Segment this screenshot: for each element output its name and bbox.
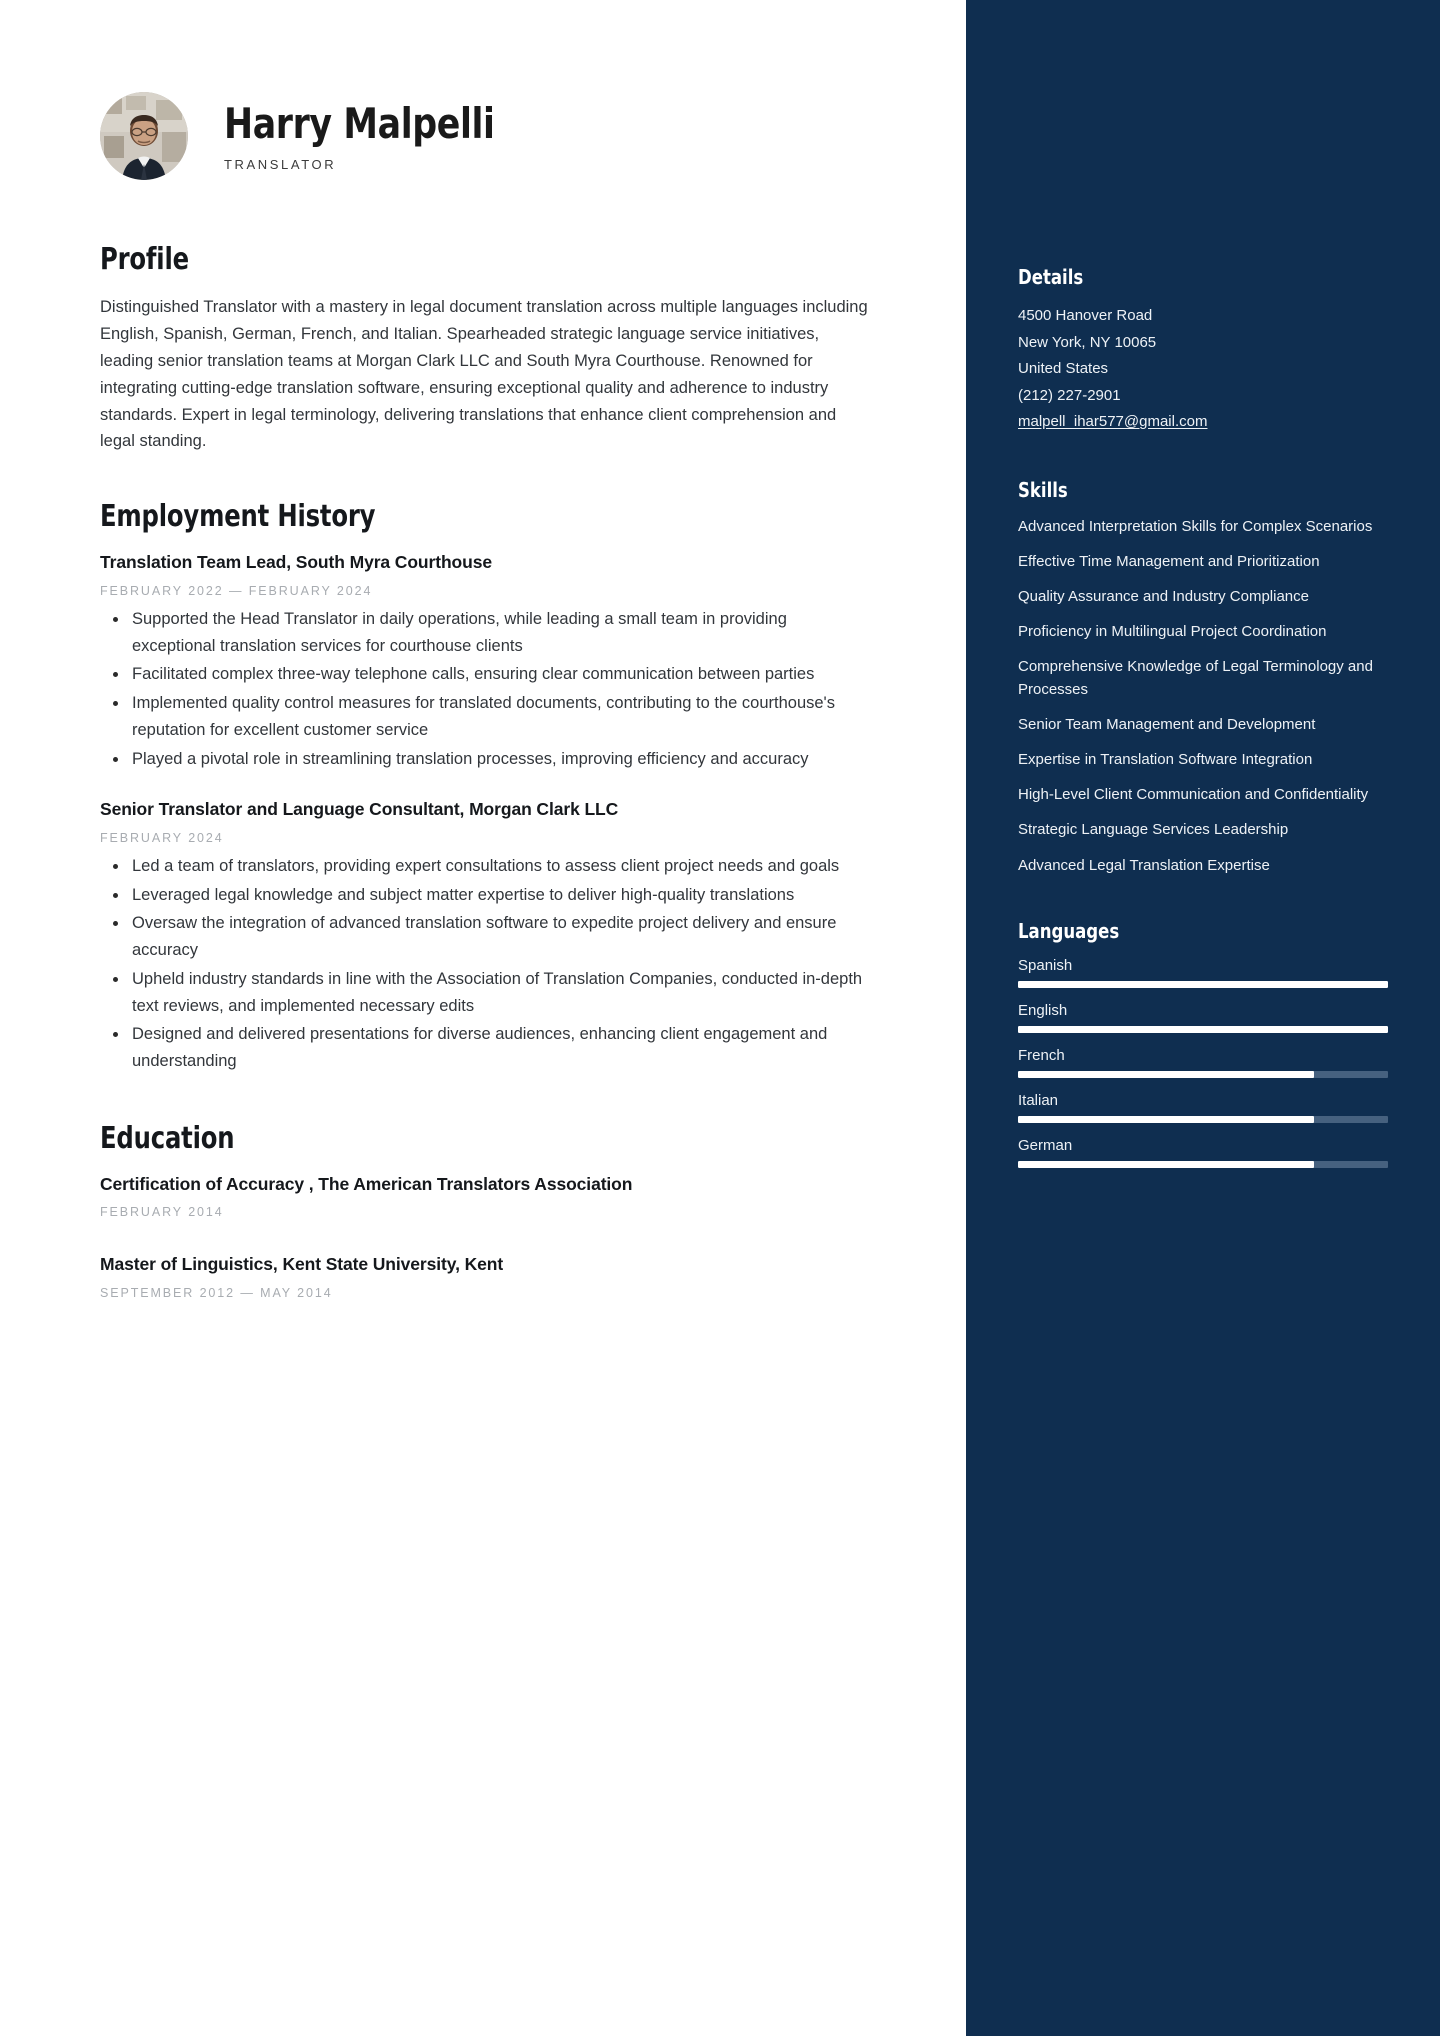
language-name: Spanish (1018, 956, 1073, 974)
employment-entry (100, 551, 874, 772)
education-entry-title: Certification of Accuracy , The American Translators Association (100, 1173, 633, 1194)
language-level-fill (1018, 1071, 1314, 1078)
name-block (224, 100, 518, 171)
list-item: Quality Assurance and Industry Compliance (1018, 588, 1309, 606)
employment-heading: Employment History (100, 499, 376, 535)
list-item (1018, 1047, 1388, 1078)
language-level-bar (1018, 981, 1388, 988)
list-item: Expertise in Translation Software Integration (1018, 751, 1313, 769)
profile-section (100, 242, 874, 455)
person-photo-avatar-icon (100, 92, 188, 180)
language-name: Italian (1018, 1091, 1059, 1109)
details-heading: Details (1018, 265, 1084, 289)
language-level-fill (1018, 1161, 1314, 1168)
details-section (1018, 265, 1388, 436)
list-item: Upheld industry standards in line with the Association of Translation Companies, conducted in-depth text reviews, and implemented necessary edits (100, 966, 874, 1019)
language-name: French (1018, 1046, 1065, 1064)
list-item: Proficiency in Multilingual Project Coordination (1018, 623, 1327, 641)
list-item: High-Level Client Communication and Confidentiality (1018, 786, 1369, 804)
education-section (100, 1121, 874, 1300)
profile-text: Distinguished Translator with a mastery in legal document translation across multiple languages including English, Spanish, German, French, and Italian. Spearheaded strategic language service initiatives, leading senior translation teams at Morgan Clark LLC and South Myra Courthouse. Renowned for integrating cutting-edge translation software, ensuring exceptional quality and adherence to industry standards. Expert in legal terminology, delivering translations that enhance client comprehension and legal standing. (100, 298, 868, 451)
detail-address-city: New York, NY 10065 (1018, 333, 1157, 351)
education-heading: Education (100, 1120, 235, 1156)
list-item: Facilitated complex three-way telephone calls, ensuring clear communication between parties (100, 661, 874, 688)
list-item: Designed and delivered presentations for diverse audiences, enhancing client engagement and understanding (100, 1021, 874, 1074)
language-level-fill (1018, 1026, 1388, 1033)
profile-heading: Profile (100, 242, 189, 277)
list-item: Oversaw the integration of advanced translation software to expedite project delivery and ensure accuracy (100, 910, 874, 963)
page-title: Harry Malpelli (224, 99, 495, 149)
skills-heading: Skills (1018, 477, 1068, 502)
list-item (1018, 1002, 1388, 1033)
languages-section (1018, 919, 1388, 1168)
avatar (100, 92, 188, 180)
language-level-fill (1018, 981, 1388, 988)
list-item: Implemented quality control measures for translated documents, contributing to the courthouse's reputation for excellent customer service (100, 690, 874, 743)
resume-header (100, 92, 874, 180)
detail-email-link[interactable]: malpell_ihar577@gmail.com (1018, 413, 1208, 431)
list-item: Effective Time Management and Prioritization (1018, 552, 1320, 570)
sidebar (966, 0, 1440, 2036)
skills-section (1018, 478, 1388, 877)
language-name: English (1018, 1001, 1068, 1019)
language-level-bar (1018, 1071, 1388, 1078)
list-item: Senior Team Management and Development (1018, 715, 1316, 733)
language-name: German (1018, 1136, 1073, 1154)
language-level-bar (1018, 1116, 1388, 1123)
detail-phone: (212) 227-2901 (1018, 386, 1121, 404)
employment-entry-title: Translation Team Lead, South Myra Courthouse (100, 552, 492, 573)
employment-entry (100, 798, 874, 1074)
education-entry-date: SEPTEMBER 2012 — MAY 2014 (100, 1285, 333, 1300)
language-level-bar (1018, 1161, 1388, 1168)
employment-entry-bullets (100, 853, 874, 1075)
detail-address-street: 4500 Hanover Road (1018, 307, 1153, 324)
employment-history-section (100, 499, 874, 1074)
list-item: Supported the Head Translator in daily operations, while leading a small team in providing exceptional translation services for courthouse clients (100, 606, 874, 659)
list-item: Led a team of translators, providing expert consultations to assess client project needs and goals (100, 853, 874, 880)
education-entry-date: FEBRUARY 2014 (100, 1205, 224, 1220)
language-level-bar (1018, 1026, 1388, 1033)
list-item (1018, 957, 1388, 988)
languages-heading: Languages (1018, 918, 1120, 943)
list-item: Leveraged legal knowledge and subject matter expertise to deliver high-quality translations (100, 882, 874, 909)
employment-entry-date: FEBRUARY 2024 (100, 830, 224, 845)
list-item: Played a pivotal role in streamlining translation processes, improving efficiency and accuracy (100, 746, 874, 773)
education-entry (100, 1253, 874, 1300)
employment-entry-title: Senior Translator and Language Consultant, Morgan Clark LLC (100, 799, 619, 820)
list-item: Advanced Interpretation Skills for Complex Scenarios (1018, 517, 1373, 535)
job-title: TRANSLATOR (224, 156, 337, 172)
list-item: Advanced Legal Translation Expertise (1018, 856, 1270, 874)
education-entry-title: Master of Linguistics, Kent State University, Kent (100, 1254, 504, 1275)
list-item (1018, 1137, 1388, 1168)
list-item: Strategic Language Services Leadership (1018, 821, 1289, 839)
list-item (1018, 1092, 1388, 1123)
detail-address-country: United States (1018, 360, 1109, 378)
language-level-fill (1018, 1116, 1314, 1123)
education-entry (100, 1173, 874, 1220)
employment-entry-date: FEBRUARY 2022 — FEBRUARY 2024 (100, 583, 373, 598)
list-item: Comprehensive Knowledge of Legal Terminology and Processes (1018, 658, 1373, 698)
employment-entry-bullets (100, 606, 874, 772)
